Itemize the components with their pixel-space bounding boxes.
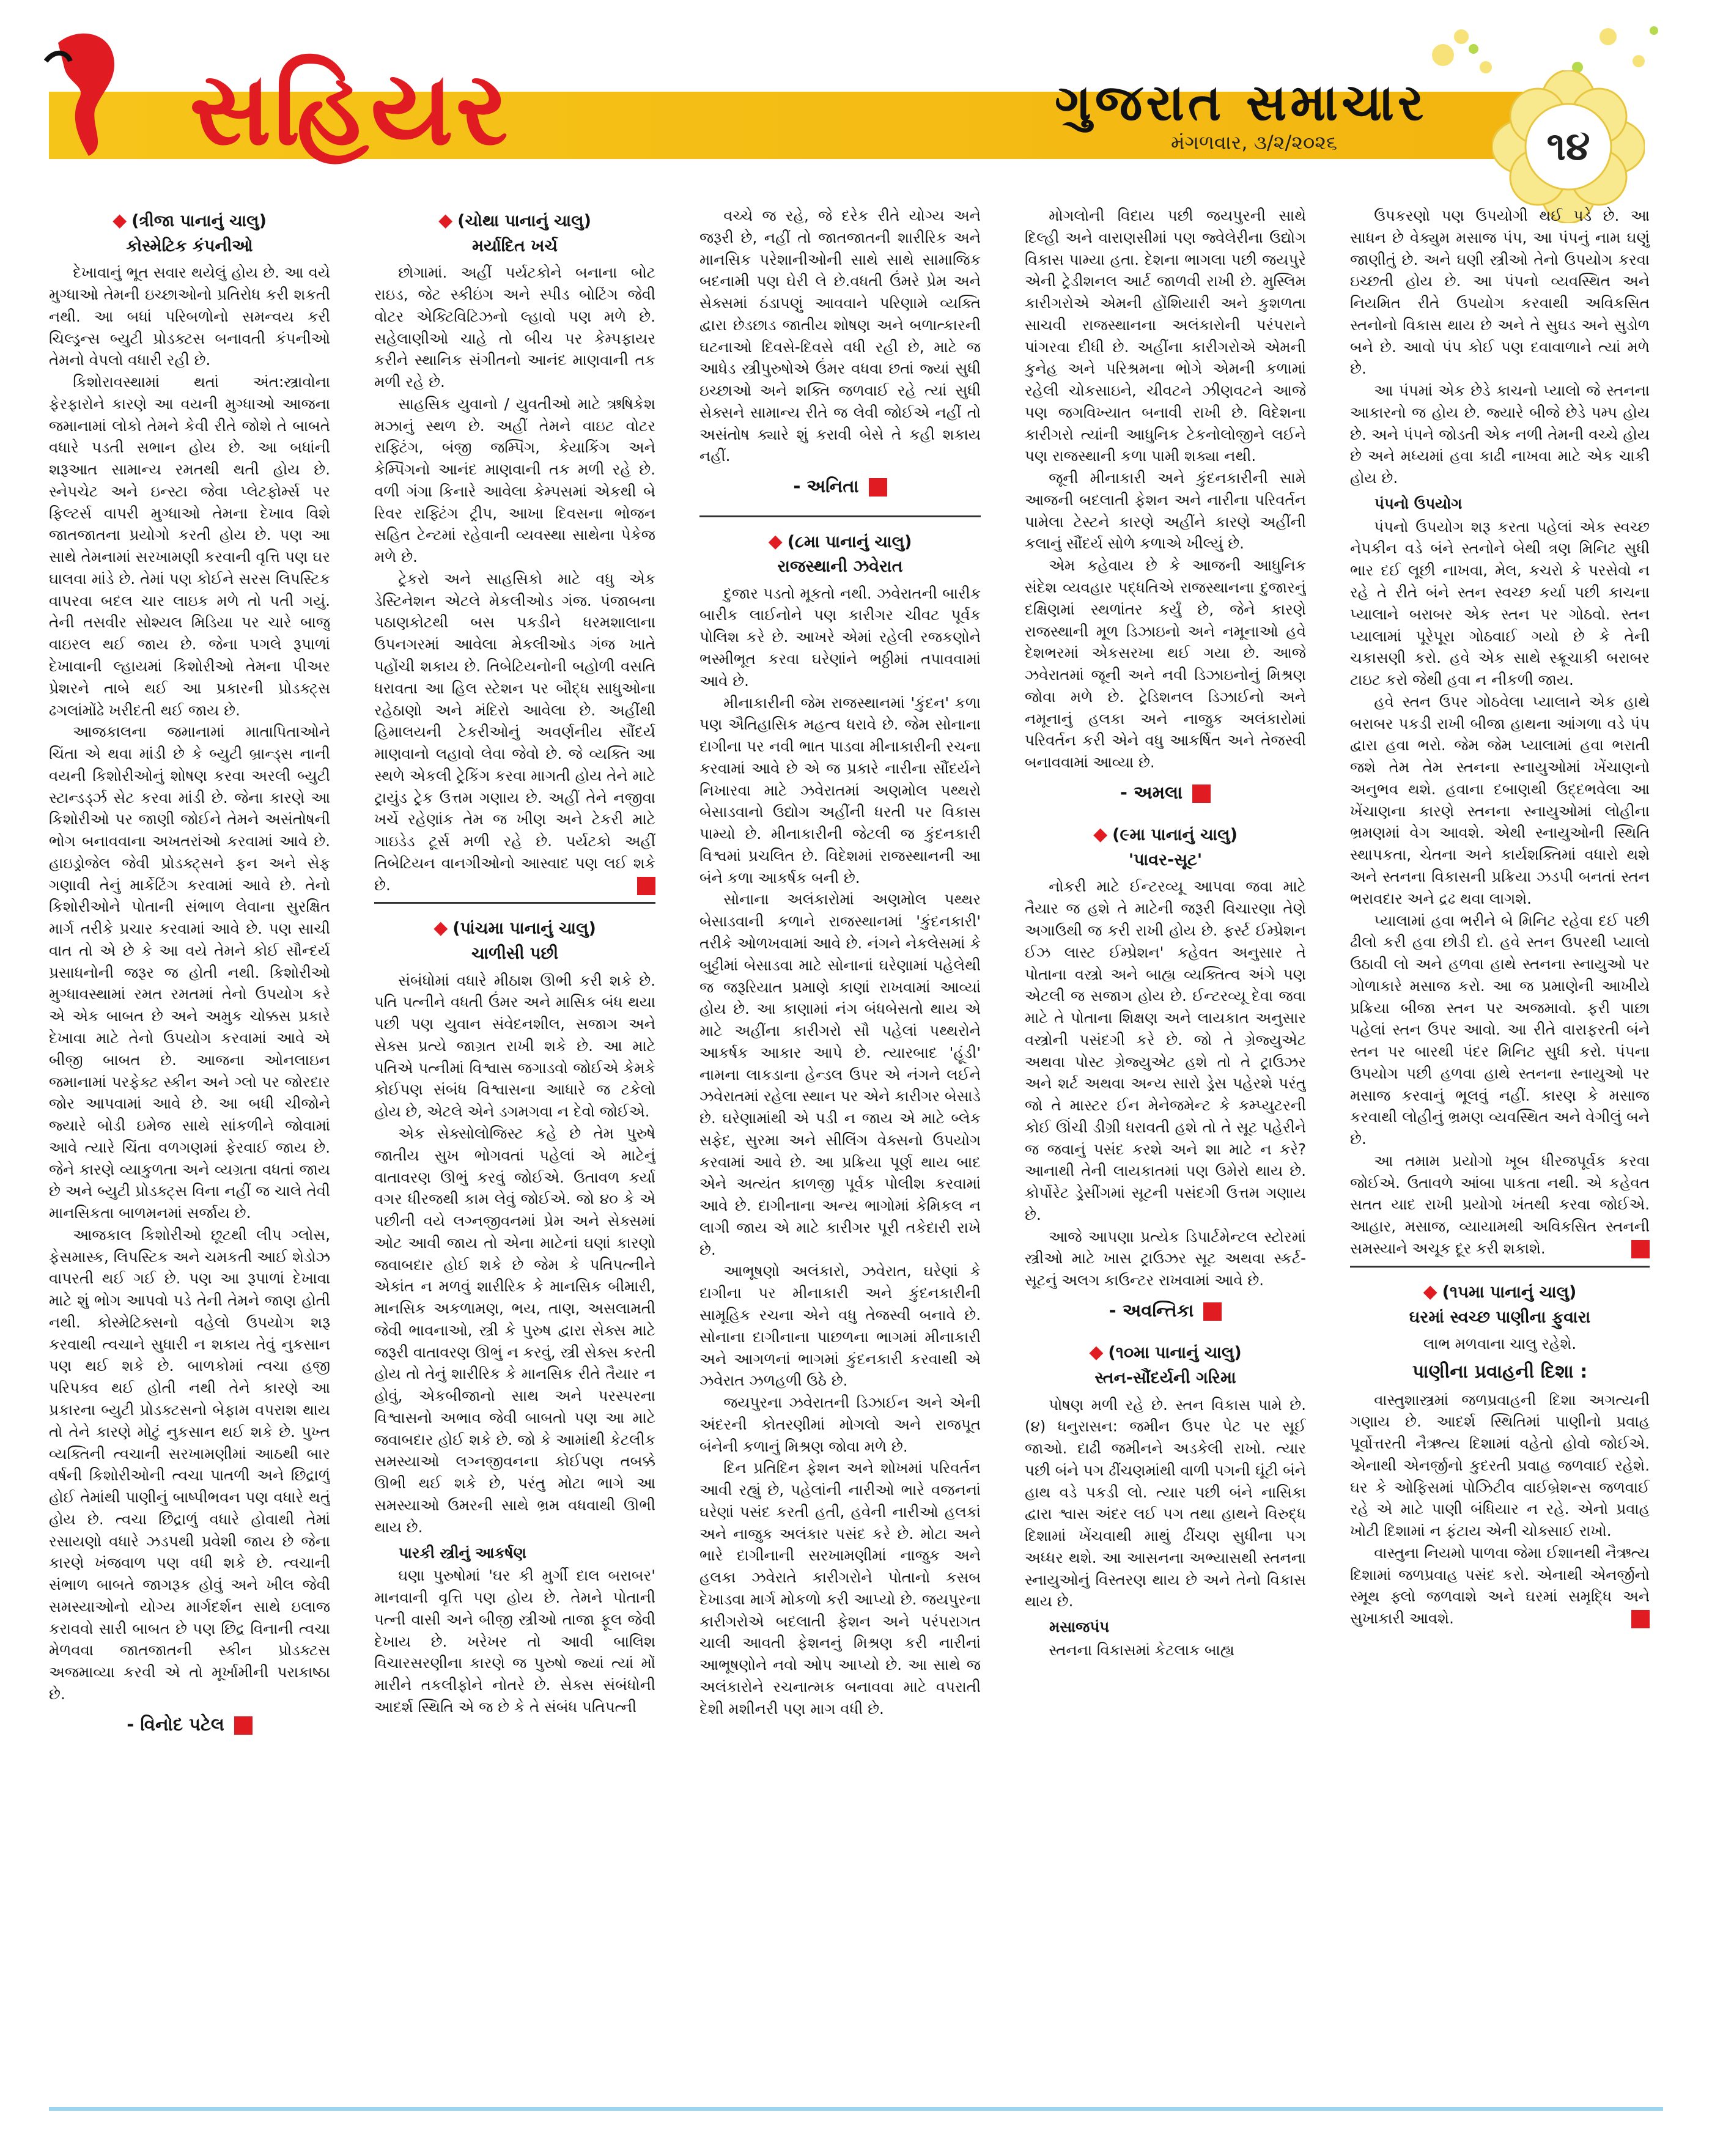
end-square-icon (1631, 1610, 1650, 1628)
masthead (0, 0, 1712, 196)
paragraph: કિશોરાવસ્થામાં થતાં અંત:સ્ત્રાવોના ફેરફારોને કારણે આ વયની મુગ્ધાઓ આજના જમાનામાં લોકો તેમને કેવી રીતે જોશે તે બાબતે વધારે પડતી સભાન હોય છે. આ બધાંની શરૂઆત સામાન્ય રમતથી થતી હોય છે. સ્નેપચેટ અને ઇન્સ્ટા જેવા પ્લેટફોર્મ્સ પર ફિલ્ટર્સ વાપરી મુગ્ધાઓ તેમના દેખાવ વિશે જાતજાતના પ્રયોગો કરતી હોય છે. પણ આ સાથે તેમનામાં સરખામણી કરવાની વૃત્તિ પણ ઘર ઘાલવા માંડે છે. તેમાં પણ કોઈને સરસ લિપસ્ટિક વાપરવા બદલ ચાર લાઇક મળે તો પતી ગયું. તેની તસવીર સોશ્યલ મિડિયા પર ચારે બાજુ વાઇરલ થઈ જાય છે. જેના પગલે રૂપાળાં દેખાવાની લ્હાયમાં કિશોરીઓ તેમના પીઅર પ્રેશરને તાબે થઈ આ પ્રકારની પ્રોડક્ટ્સ ઢગલાંમોંઢે ખરીદતી થઈ જાય છે. (49, 373, 330, 719)
paragraph: સ્તનના વિકાસમાં કેટલાક બાહ્ય (1049, 1641, 1234, 1659)
continued-header: ◆ (ચોથા પાનાનું ચાલુ) (438, 210, 591, 231)
newspaper-name: ગુજરાત સમાચાર (1055, 73, 1428, 132)
paragraph: સોનાના અલંકારોમાં અણમોલ પથ્થર બેસાડવાની કળાને રાજસ્થાનમાં 'કુંદનકારી' તરીકે ઓળખવામાં આવે છે. નંગને નેકલેસમાં કે બુટ્ટીમાં બેસાડવા માટે સોનાનાં ઘરેણામાં પહેલેથી જ જરૂરિયાત પ્રમાણે કાણાં રાખવામાં આવ્યાં હોય છે. આ કાણામાં નંગ બંધબેસતો થાય એ માટે અહીંના કારીગરો સૌ પહેલાં પથ્થરોને આકર્ષક આકાર આપે છે. ત્યારબાદ 'હૂંડી' નામના લાકડાના હેન્ડલ ઉપર એ નંગને લઈને ઝવેરાતમાં રહેલા સ્થાન પર એને કારીગર બેસાડે છે. ઘરેણામાંથી એ પડી ન જાય એ માટે બ્લેક સફેદ, સુરમા અને સીલિંગ વેક્સનો ઉપયોગ કરવામાં આવે છે. આ પ્રક્રિયા પૂર્ણ થાય બાદ એને અત્યંત કાળજી પૂર્વક પોલીશ કરવામાં આવે છે. દાગીનાના અન્ય ભાગોમાં કેમિકલ ન લાગી જાય એ માટે કારીગર પૂરી તકેદારી રાખે છે. (699, 890, 981, 1258)
paragraph: વાસ્તુના નિયમો પાળવા જેમા ઈશાનથી નૈઋત્ય દિશામાં જળપ્રવાહ પસંદ કરો. એનાથી એનર્જીનો સ્મૂથ ફ્લો જળવાશે અને ઘરમાં સમૃદ્ધિ અને સુખાકારી આવશે. (1350, 1543, 1650, 1628)
page-number: ૧૪ (1546, 124, 1590, 169)
author-signature: - અનિતા (699, 473, 981, 499)
continued-header: ◆ (૯મા પાનાનું ચાલુ) (1093, 824, 1238, 846)
continued-header: ◆ (પાંચમા પાનાનું ચાલુ) (434, 917, 596, 939)
issue-date: મંગળવાર, ૩/૨/૨૦૨૬ (1171, 131, 1337, 154)
diamond-icon: ◆ (1423, 1280, 1437, 1302)
paragraph: આ પંપમાં એક છેડે કાચનો પ્યાલો જે સ્તનના આકારનો જ હોય છે. જ્યારે બીજે છેડે પમ્પ હોય છે. અને પંપને જોડતી એક નળી તેમની વચ્ચે હોય છે અને મધ્યમાં હવા કાઢી નાખવા માટે એક ચાકી હોય છે. (1350, 382, 1650, 487)
continued-header: ◆ (૧૦મા પાનાનું ચાલુ) (1089, 1342, 1242, 1364)
paragraph: નોકરી માટે ઈન્ટરવ્યૂ આપવા જવા માટે તૈયાર જ હશે તે માટેની જરૂરી વિચારણા તેણે અગાઉથી જ કરી રાખી હોય છે. ફર્સ્ટ ઈમ્પ્રેશન ઈઝ લાસ્ટ ઈમ્પ્રેશન' કહેવત અનુસાર તે પોતાના વસ્ત્રો અને બાહ્ય વ્યક્તિત્વ અંગે પણ એટલી જ સજાગ હોય છે. ઈન્ટરવ્યૂ દેવા જવા માટે તે પોતાના શિક્ષણ અને લાયકાત અનુસાર વસ્ત્રોની પસંદગી કરે છે. જો તે ગ્રેજ્યુએટ અથવા પોસ્ટ ગ્રેજ્યુએટ હશે તો તે ટ્રાઉઝર અને શર્ટ અથવા અન્ય સારો ડ્રેસ પહેરશે પરંતુ જો તે માસ્ટર ઈન મેનેજમેન્ટ કે કમ્પ્યુટરની કોઈ ઊંચી ડીગ્રી ધરાવતી હશે તો તે સૂટ પહેરીને જ જવાનું પસંદ કરશે અને શા માટે ન કરે? આનાથી તેની લાયકાતમાં પણ ઉમેરો થાય છે. કોર્પોરેટ ડ્રેસીંગમાં સૂટની પસંદગી ઉત્તમ ગણાય છે. (1025, 877, 1306, 1224)
paragraph: ઘણા પુરુષોમાં 'ઘર કી મુર્ગી દાલ બરાબર' માનવાની વૃત્તિ પણ હોય છે. તેમને પોતાની પત્ની વાસી અને બીજી સ્ત્રીઓ તાજા ફૂલ જેવી દેખાય છે. ખરેખર તો આવી બાલિશ વિચારસરણીના કારણે જ પુરુષો જ્યાં ત્યાં મોં મારીને તકલીફોને નોતરે છે. સેક્સ સંબંધોની આદર્શ સ્થિતિ એ જ છે કે તે સંબંધ પતિપત્ની (374, 1567, 655, 1716)
paragraph: સાહસિક યુવાનો / યુવતીઓ માટે ઋષિકેશ મઝાનું સ્થળ છે. અહીં તેમને વાઇટ વોટર રાફ્ટિંગ, બંજી જમ્પિંગ, કેયાકિંગ અને કેમ્પિંગનો આનંદ માણવાની તક મળી રહે છે. વળી ગંગા કિનારે આવેલા કેમ્પસમાં એકથી બે રિવર રાફ્ટિંગ ટ્રીપ, આખા દિવસના ભોજન સહિત ટેન્ટમાં રહેવાની વ્યવસ્થા સાથેના પેકેજ મળે છે. (374, 394, 655, 566)
divider (374, 902, 655, 904)
paragraph: મોગલોની વિદાય પછી જયપુરની સાથે દિલ્હી અને વારાણસીમાં પણ જ્વેલેરીના ઉદ્યોગ વિકાસ પામ્યા હતા. દેશના ભાગલા પછી જયપુરે એની ટ્રેડીશનલ આર્ટ જાળવી રાખી છે. મુસ્લિમ કારીગરોએ એમની હોંશિયારી અને કુશળતા સાચવી રાજસ્થાનના અલંકારોની પરંપરાને પાંગરવા દીધી છે. અહીંના કારીગરોએ એમની કુનેહ અને પરિશ્રમના ભોગે એમની કળામાં રહેલી ચોકસાઇને, ચીવટને ઝીણવટને આજે પણ જગવિખ્યાત બનાવી રાખી છે. વિદેશના કારીગરો ત્યાંની આધુનિક ટેકનોલોજીને લઈને પણ રાજસ્થાની કળા પામી શક્યા નથી. (1025, 207, 1306, 465)
logo (92, 49, 511, 168)
column-5 (1350, 205, 1650, 2097)
end-square-icon (1631, 1240, 1650, 1258)
divider (699, 515, 981, 517)
paragraph: છોગામાં. અહીં પર્યટકોને બનાના બોટ રાઇડ, જેટ સ્કીઇંગ અને સ્પીડ બોટિંગ જેવી વોટર એક્ટિવિટિઝનો લ્હાવો પણ મળે છે. સહેલાણીઓ ચાહે તો બીચ પર કેમ્પફાયર કરીને સ્થાનિક સંગીતનો આનંદ માણવાની તક મળી રહે છે. (374, 264, 655, 391)
end-square-icon (869, 478, 887, 497)
subheading: પાણીના પ્રવાહની દિશા : (1412, 1360, 1588, 1383)
author-signature: - અવન્તિકા (1025, 1298, 1306, 1323)
diamond-icon: ◆ (1093, 824, 1108, 846)
end-square-icon (637, 877, 655, 895)
continued-header: ◆ (ત્રીજા પાનાનું ચાલુ) (113, 210, 267, 231)
section-title: મર્યાદિત ખર્ચ (471, 236, 558, 256)
diamond-icon: ◆ (1089, 1342, 1104, 1364)
divider (1350, 1266, 1650, 1268)
column-3 (699, 205, 981, 2097)
column-4 (1025, 205, 1306, 2097)
section-title: ચાળીસી પછી (471, 944, 559, 964)
paragraph: એક સેક્સોલોજિસ્ટ કહે છે તેમ પુરુષે જાતીય સુખ ભોગવતાં પહેલાં એ માટેનું વાતાવરણ ઊભું કરવું જોઈએ. ઉતાવળ કર્યા વગર ધીરજથી કામ લેવું જોઈએ. જો ૪૦ કે એ પછીની વયે લગ્નજીવનમાં પ્રેમ અને સેક્સમાં ઓટ આવી જાય તો એના માટેનાં ઘણાં કારણો જવાબદાર હોઈ શકે છે જેમ કે પતિપત્નીને એકાંત ન મળવું શારીરિક કે માનસિક બીમારી, માનસિક અકળામણ, ભય, તાણ, અસલામતી જેવી ભાવનાઓ, સ્ત્રી કે પુરુષ દ્વારા સેક્સ માટે જરૂરી વાતાવરણ ઊભું ન કરવું, સ્ત્રી સેક્સ કરતી હોય તો તેનું શારીરિક કે માનસિક રીતે તૈયાર ન હોવું, એકબીજાનો સાથ અને પરસ્પરના વિશ્વાસનો અભાવ જેવી બાબતો પણ આ માટે જવાબદાર હોઈ શકે છે. જો કે આમાંથી કેટલીક સમસ્યાઓ લગ્નજીવનના કોઈપણ તબક્કે ઊભી થઈ શકે છે, પરંતુ મોટા ભાગે આ સમસ્યાઓ ઉમરની સાથે ભ્રમ વધવાથી ઊભી થાય છે. (374, 1124, 655, 1536)
paragraph: ઉપકરણો પણ ઉપયોગી થઈ પડે છે. આ સાધન છે વેક્યુમ મસાજ પંપ, આ પંપનું નામ ઘણું જાણીતું છે. અને ઘણી સ્ત્રીઓ તેનો ઉપયોગ કરવા ઇચ્છતી હોય છે. આ પંપનો વ્યવસ્થિત અને નિયમિત રીતે ઉપયોગ કરવાથી અવિકસિત સ્તનોનો વિકાસ થાય છે અને તે સુઘડ અને સુડોળ બને છે. આવો પંપ કોઈ પણ દવાવાળાને ત્યાં મળે છે. (1350, 207, 1650, 378)
paragraph: પ્યાલામાં હવા ભરીને બે મિનિટ રહેવા દઈ પછી ઢીલો કરી હવા છોડી દો. હવે સ્તન ઉપરથી પ્યાલો ઉઠાવી લો અને હળવા હાથે સ્તનના સ્નાયુઓ પર ગોળાકારે મસાજ કરો. આ જ પ્રમાણેની આખીયે પ્રક્રિયા બીજા સ્તન પર અજમાવો. ફરી પાછા પહેલાં સ્તન ઉપર આવો. આ રીતે વારાફરતી બંને સ્તન પર બારથી પંદર મિનિટ સુધી કરો. પંપના ઉપયોગ પછી હળવા હાથે સ્તનના સ્નાયુઓ પર મસાજ કરવાનું ભૂલવું નહીં. કારણ કે મસાજ કરવાથી લોહીનું ભ્રમણ વ્યવસ્થિત અને વેગીલું બને છે. (1350, 911, 1650, 1148)
diamond-icon: ◆ (434, 917, 448, 939)
end-square-icon (234, 1716, 253, 1735)
section-title: રાજસ્થાની ઝવેરાત (777, 557, 903, 577)
paragraph: દેખાવાનું ભૂત સવાર થયેલું હોય છે. આ વયે મુગ્ધાઓ તેમની ઇચ્છાઓનો પ્રતિરોધ કરી શકતી નથી. આ બધાં પરિબળોનો સમન્વય કરી ચિલ્ડ્રન્સ બ્યુટી પ્રોડક્ટસ બનાવતી કંપનીઓ તેમનો વેપલો વધારી રહી છે. (49, 264, 330, 369)
paragraph: એમ કહેવાય છે કે આજની આધુનિક સંદેશ વ્યવહાર પદ્ધતિએ રાજસ્થાનના દુજારનું દક્ષિણમાં સ્થળાંતર કર્યું છે, જેને કારણે રાજસ્થાની મૂળ ડિઝાઇનો અને નમૂનાઓ હવે દેશભરમાં એકસરખા થઈ ગયા છે. આજે ઝવેરાતમાં જૂની અને નવી ડિઝાઇનોનું મિશ્રણ જોવા મળે છે. ટ્રેડિશનલ ડિઝાઈનો અને નમૂનાનું હલકા અને નાજુક અલંકારોમાં પરિવર્તન કરી એને વધુ આકર્ષિત અને તેજસ્વી બનાવવામાં આવ્યા છે. (1025, 556, 1306, 772)
paragraph: આજે આપણા પ્રત્યેક ડિપાર્ટમેન્ટલ સ્ટોરમાં સ્ત્રીઓ માટે ખાસ ટ્રાઉઝર સૂટ અથવા સ્કર્ટ-સૂટનું અલગ કાઉન્ટર રાખવામાં આવે છે. (1025, 1227, 1306, 1290)
paragraph: વાસ્તુશાસ્ત્રમાં જળપ્રવાહની દિશા અગત્યની ગણાય છે. આદર્શ સ્થિતિમાં પાણીનો પ્રવાહ પૂર્વોત્તરતી નૈઋત્ય દિશામાં વહેતો હોવો જોઈએ. એનાથી એનર્જીનો કુદરતી પ્રવાહ જળવાઈ રહેશે. ઘર કે ઓફિસમાં પોઝિટીવ વાઈબ્રેશન્સ જળવાઈ રહે એ માટે પાણી બંધિયાર ન રહે. એનો પ્રવાહ ખોટી દિશામાં ન ફંટાય એની ચોક્સાઈ રાખો. (1350, 1390, 1650, 1540)
paragraph: હવે સ્તન ઉપર ગોઠવેલા પ્યાલાને એક હાથે બરાબર પકડી રાખી બીજા હાથના આંગળા વડે પંપ દ્વારા હવા ભરો. જેમ જેમ પ્યાલામાં હવા ભરાતી જશે તેમ તેમ સ્તનના સ્નાયુઓમાં ખેંચાણનો અનુભવ થશે. હવાના દબાણથી ઉદ્દભવેલા આ ખેંચાણના કારણે સ્તનના સ્નાયુઓમાં લોહીના ભ્રમણમાં વેગ આવશે. એથી સ્નાયુઓની સ્થિતિ સ્થાપકતા, ચેતના અને કાર્યશક્તિમાં વધારો થશે અને સ્તનના વિકાસની પ્રક્રિયા ઝડપી બનતાં સ્તન ભરાવદાર અને દ્રઢ થવા લાગશે. (1350, 692, 1650, 907)
section-title: કોસ્મેટિક કંપનીઓ (126, 236, 253, 256)
end-square-icon (1192, 785, 1211, 803)
paragraph: વચ્ચે જ રહે, જે દરેક રીતે યોગ્ય અને જરૂરી છે, નહીં તો જાતજાતની શારીરિક અને માનસિક પરેશાનીઓની સાથે સાથે સામાજિક બદનામી પણ ઘેરી લે છે.વધતી ઉંમરે પ્રેમ અને સેક્સમાં ઠંડાપણું આવવાને પરિણામે વ્યક્તિ દ્વારા છેડછાડ જાતીય શોષણ અને બળાત્કારની ઘટનાઓ દિવસે-દિવસે વધી રહી છે, માટે જ આધેડ સ્ત્રીપુરુષોએ ઉંમર વધવા છતાં જ્યાં સુધી ઇચ્છાઓ અને શક્તિ જળવાઈ રહે ત્યાં સુધી સેક્સને સામાન્ય રીતે જ લેવી જોઈએ નહીં તો અસંતોષ ક્યારે શું કરાવી બેસે તે કહી શકાય નહીં. (699, 207, 981, 465)
paragraph: પંપનો ઉપયોગ શરૂ કરતા પહેલાં એક સ્વચ્છ નેપકીન વડે બંને સ્તનોને બેથી ત્રણ મિનિટ સુધી ભાર દઈ લૂછી નાખવા, મેલ, કચરો કે પરસેવો ન રહે તે રીતે બંને સ્તન સ્વચ્છ કર્યા પછી કાચના પ્યાલાને બરાબર એક સ્તન પર ગોઠવો. સ્તન પ્યાલામાં પૂરેપૂરા ગોઠવાઈ ગયો છે કે તેની ચકાસણી કરો. હવે એક સાથે સ્ક્રૂચાકી બરાબર ટાઇટ કરો જેથી હવા ન નીકળી જાય. (1350, 517, 1650, 689)
continued-header: ◆ (૧૫મા પાનાનું ચાલુ) (1423, 1280, 1577, 1302)
paragraph: આજકાલના જમાનામાં માતાપિતાઓને ચિંતા એ થવા માંડી છે કે બ્યુટી બ્રાન્ડ્સ નાની વયની કિશોરીઓનું શોષણ કરવા અરલી બ્યુટી સ્ટાન્ડર્ડ્ઝ સેટ કરવા માંડી છે. જેના કારણે આ કિશોરીઓ પર જાણી જોઈને તેમને અસંતોષની ભોગ બનાવવાના અખતરાંઓ કરવામાં આવે છે. હાઇડ્રોજેલ જેવી પ્રોડક્ટ્સને ફન અને સેફ ગણાવી તેનું માર્કેટિંગ કરવામાં આવે છે. તેનો કિશોરીઓને પોતાની સંભાળ લેવાના સુરક્ષિત માર્ગ તરીકે પ્રચાર કરવામાં આવે છે. પણ સાચી વાત તો એ છે કે આ વયે તેમને કોઈ સૌન્દર્ય પ્રસાધનોની જરૂર જ હોતી નથી. કિશોરીઓ મુગ્ધાવસ્થામાં રમત રમતમાં તેનો ઉપયોગ કરે એ એક બાબત છે અને અમુક ચોક્કસ પ્રકારે દેખાવા માટે તેનો ઉપયોગ કરવામાં આવે એ બીજી બાબત છે. આજના ઓનલાઇન જમાનામાં પરફેક્ટ સ્કીન અને ગ્લો પર જોરદાર જોર આપવામાં આવે છે. આ બધી ચીજોને જ્યારે બોડી ઇમેજ સાથે સાંકળીને જોવામાં આવે ત્યારે ચિંતા વળગણમાં ફેરવાઈ જાય છે. જેને કારણે વ્યાકુળતા અને વ્યગ્રતા વધતાં જાય છે અને બ્યુટી પ્રોડક્ટ્સ વિના નહીં જ ચાલે તેવી માનસિકતા બાળમનમાં સર્જાય છે. (49, 723, 330, 1222)
column-2 (374, 205, 655, 2097)
paragraph: આજકાલ કિશોરીઓ છૂટથી લીપ ગ્લોસ, ફેસમાસ્ક, લિપસ્ટિક અને ચમકતી આઈ શેડોઝ વાપરતી થઈ ગઈ છે. પણ આ રૂપાળાં દેખાવા માટે શું ભોગ આપવો પડે તેની તેમને જાણ હોતી નથી. કોસ્મેટિક્સનો વહેલો ઉપયોગ શરૂ કરવાથી ત્વચાને સુધારી ન શકાય તેવું નુકસાન પણ થઈ શકે છે. બાળકોમાં ત્વચા હજી પરિપક્વ થઈ હોતી નથી તેને કારણે આ પ્રકારના બ્યુટી પ્રોડક્ટસનો બેફામ વપરાશ થાય તો તેને કારણે મોટું નુકસાન થઈ શકે છે. પુખ્ત વ્યક્તિની ત્વચાની સરખામણીમાં આઠથી બાર વર્ષની કિશોરીઓની ત્વચા પાતળી અને છિદ્રાળું હોઈ તેમાંથી પાણીનું બાષ્પીભવન પણ વધારે થતું હોય છે. ત્વચા છિદ્રાળું વધારે હોવાથી તેમાં રસાયણો વધારે ઝડપથી પ્રવેશી જાય છે જેના કારણે ખંજવાળ પણ વધી શકે છે. ત્વચાની સંભાળ બાબતે જાગરૂક હોવું અને ખીલ જેવી સમસ્યાઓનો યોગ્ય માર્ગદર્શન સાથે ઇલાજ કરાવવો સારી બાબત છે પણ છિદ્ર વિનાની ત્વચા મેળવવા જાતજાતની સ્કીન પ્રોડક્ટસ અજમાવ્યા કરવી એ તો મૂર્ખામીની પરાકાષ્ઠા છે. (49, 1225, 330, 1703)
subheading: પંપનો ઉપયોગ (1374, 494, 1463, 512)
paragraph: પોષણ મળી રહે છે. સ્તન વિકાસ પામે છે. (૪) ધનુરાસન: જમીન ઉપર પેટ પર સૂઈ જાઓ. દાઢી જમીનને અડકેલી રાખો. ત્યાર પછી બંને પગ ઢીંચણમાંથી વાળી પગની ઘૂંટી બંને હાથ વડે પકડી લો. ત્યાર પછી બંને નાસિકા દ્વારા શ્વાસ અંદર લઈ પગ તથા હાથને વિરુદ્ધ દિશામાં ખેંચવાથી માથું ઢીંચણ સુધીના પગ અધ્ધર થશે. આ આસનના અભ્યાસથી સ્તનના સ્નાયુઓનું વિસ્તરણ થાય છે અને તેનો વિકાસ થાય છે. (1025, 1395, 1306, 1611)
section-title: ઘરમાં સ્વચ્છ પાણીના ફુવારા (1409, 1307, 1591, 1327)
column-1 (49, 205, 330, 2097)
diamond-icon: ◆ (438, 210, 453, 231)
paragraph: ટ્રેકરો અને સાહસિકો માટે વધુ એક ડેસ્ટિનેશન એટલે મેકલીઓડ ગંજ. પંજાબના પઠાણકોટથી બસ પકડીને ધરમશાલાના ઉપનગરમાં આવેલા મેકલીઓડ ગંજ ખાતે પહોંચી શકાય છે. તિબેટિયનોની બહોળી વસતિ ધરાવતા આ હિલ સ્ટેશન પર બૌદ્ધ સાધુઓના રહેઠાણો અને મંદિરો આવેલા છે. અહીંથી હિમાલયની ટેકરીઓનું અવર્ણનીય સૌંદર્ય માણવાનો લહાવો લેવા જેવો છે. જે વ્યક્તિ આ સ્થળે એકલી ટ્રેકિંગ કરવા માગતી હોય તેને માટે ટ્રાયુંડ ટ્રેક ઉત્તમ ગણાય છે. અહીં તેને નજીવા ખર્ચે રહેણાંક તેમ જ ખીણ અને ટેકરી માટે ગાઇડેડ ટૂર્સ મળી રહે છે. પર્યટકો અહીં તિબેટિયન વાનગીઓનો આસ્વાદ પણ લઈ શકે છે. (374, 569, 655, 894)
section-title: 'પાવર-સૂટ' (1128, 851, 1203, 870)
paragraph: આ તમામ પ્રયોગો ખૂબ ધીરજપૂર્વક કરવા જોઈએ. ઉતાવળે આંબા પાકતા નથી. એ કહેવત સતત યાદ રાખી પ્રયોગો ખંતથી કરવા જોઈએ. આહાર, મસાજ, વ્યાયામથી અવિકસિત સ્તનની સમસ્યાને અચૂક દૂર કરી શકાશે. (1350, 1151, 1650, 1257)
paragraph: જયપુરના ઝવેરાતની ડિઝાઈન અને એની અંદરની કોતરણીમાં મોગલો અને રાજપૂત બંનેની કળાનું મિશ્રણ જોવા મળે છે. (699, 1394, 981, 1455)
author-signature: - અમલા (1025, 780, 1306, 805)
paragraph: દિન પ્રતિદિન ફેશન અને શોખમાં પરિવર્તન આવી રહ્યું છે, પહેલાંની નારીઓ ભારે વજનનાં ઘરેણાં પસંદ કરતી હતી, હવેની નારીઓ હલકાં અને નાજુક અલંકાર પસંદ કરે છે. મોટા અને ભારે દાગીનાની સરખામણીમાં નાજુક અને હલકા ઝવેરાતે કારીગરોને પોતાનો કસબ દેખાડવા માર્ગ મોકળો કરી આપ્યો છે. જયપુરના કારીગરોએ બદલાતી ફેશન અને પરંપરાગત ચાલી આવતી ફેશનનું મિશ્રણ કરી નારીનાં આભૂષણોને નવો ઓપ આપ્યો છે. આ સાથે જ અલંકારોને રચનાત્મક બનાવવા માટે વપરાતી દેશી મશીનરી પણ માગ વધી છે. (699, 1459, 981, 1718)
paragraph: લાભ મળવાના ચાલુ રહેશે. (1423, 1334, 1577, 1353)
paragraph: જૂની મીનાકારી અને કુંદનકારીની સામે આજની બદલાતી ફેશન અને નારીના પરિવર્તન પામેલા ટેસ્ટને કારણે અહીંને કારણે અહીંની કલાનું સૌંદર્ય સોળે કળાએ ખીલ્યું છે. (1025, 469, 1306, 553)
section-title: સ્તન-સૌંદર્યની ગરિમા (1094, 1368, 1236, 1388)
bottom-rule (49, 2107, 1663, 2111)
paragraph: દુજાર પડતો મૂકતો નથી. ઝવેરાતની બારીક બારીક લાઈનોને પણ કારીગર ચીવટ પૂર્વક પોલિશ કરે છે. આખરે એમાં રહેલી રજકણોને ભસ્મીભૂત કરવા ઘરેણાંને ભઠ્ઠીમાં તપાવવામાં આવે છે. (699, 584, 981, 690)
subheading: પારકી સ્ત્રીનું આકર્ષણ (399, 1543, 526, 1562)
paragraph: મીનાકારીની જેમ રાજસ્થાનમાં 'કુંદન' કળા પણ ઐતિહાસિક મહત્વ ધરાવે છે. જેમ સોનાના દાગીના પર નવી ભાત પાડવા મીનાકારીની રચના કરવામાં આવે છે એ જ પ્રકારે નારીના સૌંદર્યને નિખારવા માટે ઝવેરાતમાં અણમોલ પથ્થરો બેસાડવાનો ઉદ્યોગ અહીંની ધરતી પર વિકાસ પામ્યો છે. મીનાકારીની જેટલી જ કુંદનકારી વિશ્વમાં પ્રચલિત છે. વિદેશમાં રાજસ્થાનની આ બંને કળા આકર્ષક બની છે. (699, 693, 981, 887)
paragraph: આભૂષણો અલંકારો, ઝવેરાત, ઘરેણાં કે દાગીના પર મીનાકારી અને કુંદનકારીની સામૂહિક રચના એને વધુ તેજસ્વી બનાવે છે. સોનાના દાગીનાના પાછળના ભાગમાં મીનાકારી અને આગળનાં ભાગમાં કુંદનકારી કરવાથી એ ઝવેરાત ઝળહળી ઉઠે છે. (699, 1262, 981, 1390)
end-square-icon (1203, 1302, 1222, 1321)
diamond-icon: ◆ (768, 530, 783, 552)
author-signature: - વિનોદ પટેલ (49, 1711, 330, 1737)
subheading: મસાજપંપ (1049, 1618, 1110, 1636)
diamond-icon: ◆ (113, 210, 127, 231)
continued-header: ◆ (૮મા પાનાનું ચાલુ) (768, 530, 912, 552)
paragraph: સંબંધોમાં વધારે મીઠાશ ઊભી કરી શકે છે. પતિ પત્નીને વધતી ઉંમર અને માસિક બંધ થયા પછી પણ યુવાન સંવેદનશીલ, સજાગ અને સેક્સ પ્રત્યે જાગ્રત રાખી શકે છે. આ માટે પતિએ પત્નીમાં વિશ્વાસ જગાડવો જોઈએ કેમકે કોઈપણ સંબંધ વિશ્વાસના આધારે જ ટકેલો હોય છે, એટલે એને ડગમગવા ન દેવો જોઈએ. (374, 971, 655, 1121)
logo-text: સહિયર (190, 49, 511, 168)
